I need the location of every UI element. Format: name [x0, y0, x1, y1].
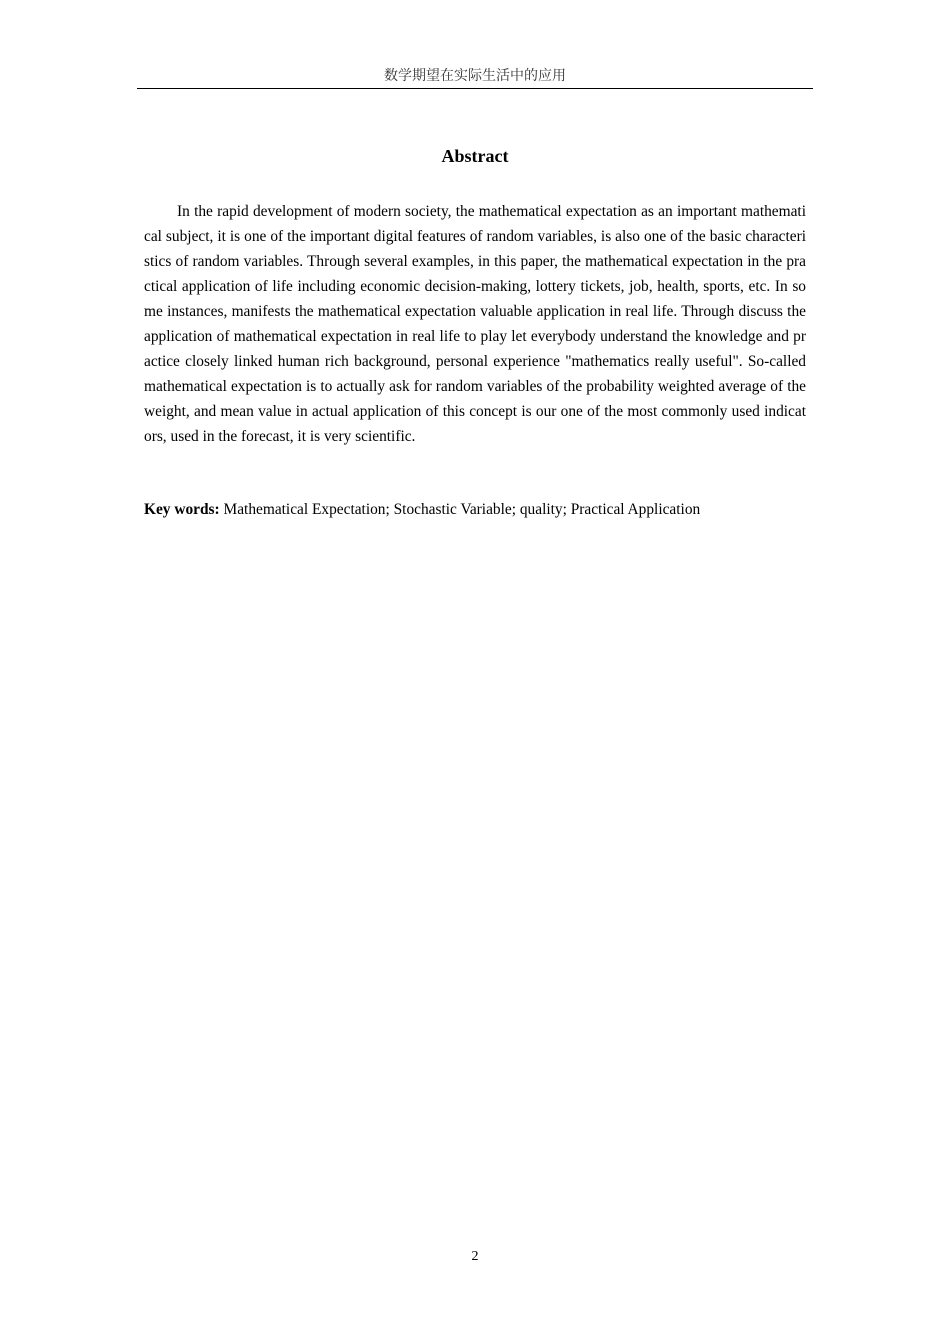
abstract-heading: Abstract	[441, 146, 509, 166]
abstract-body: In the rapid development of modern society, the mathematical expectation as an important mathematical subject, it is one of the important digital features of random variables, is also one of the basic characteristics of random variables. Through several examples, in this paper, the mathematical expectation in the practical application of life including economic decision-making, lottery tickets, job, health, sports, etc. In some instances, manifests the mathematical expectation valuable application in real life. Through discuss the application of mathematical expectation in real life to play let everybody understand the knowledge and practice closely linked human rich background, personal experience "mathematics really useful". So-called mathematical expectation is to actually ask for random variables of the probability weighted average of the weight, and mean value in actual application of this concept is our one of the most commonly used indicators, used in the forecast, it is very scientific.	[144, 203, 806, 445]
keywords-label: Key words:	[144, 501, 220, 518]
page-number: 2	[471, 1249, 479, 1264]
keywords-value: Mathematical Expectation; Stochastic Variable; quality; Practical Application	[223, 501, 701, 518]
header-title: 数学期望在实际生活中的应用	[384, 68, 566, 84]
keywords	[144, 497, 806, 522]
page-header	[137, 66, 813, 89]
